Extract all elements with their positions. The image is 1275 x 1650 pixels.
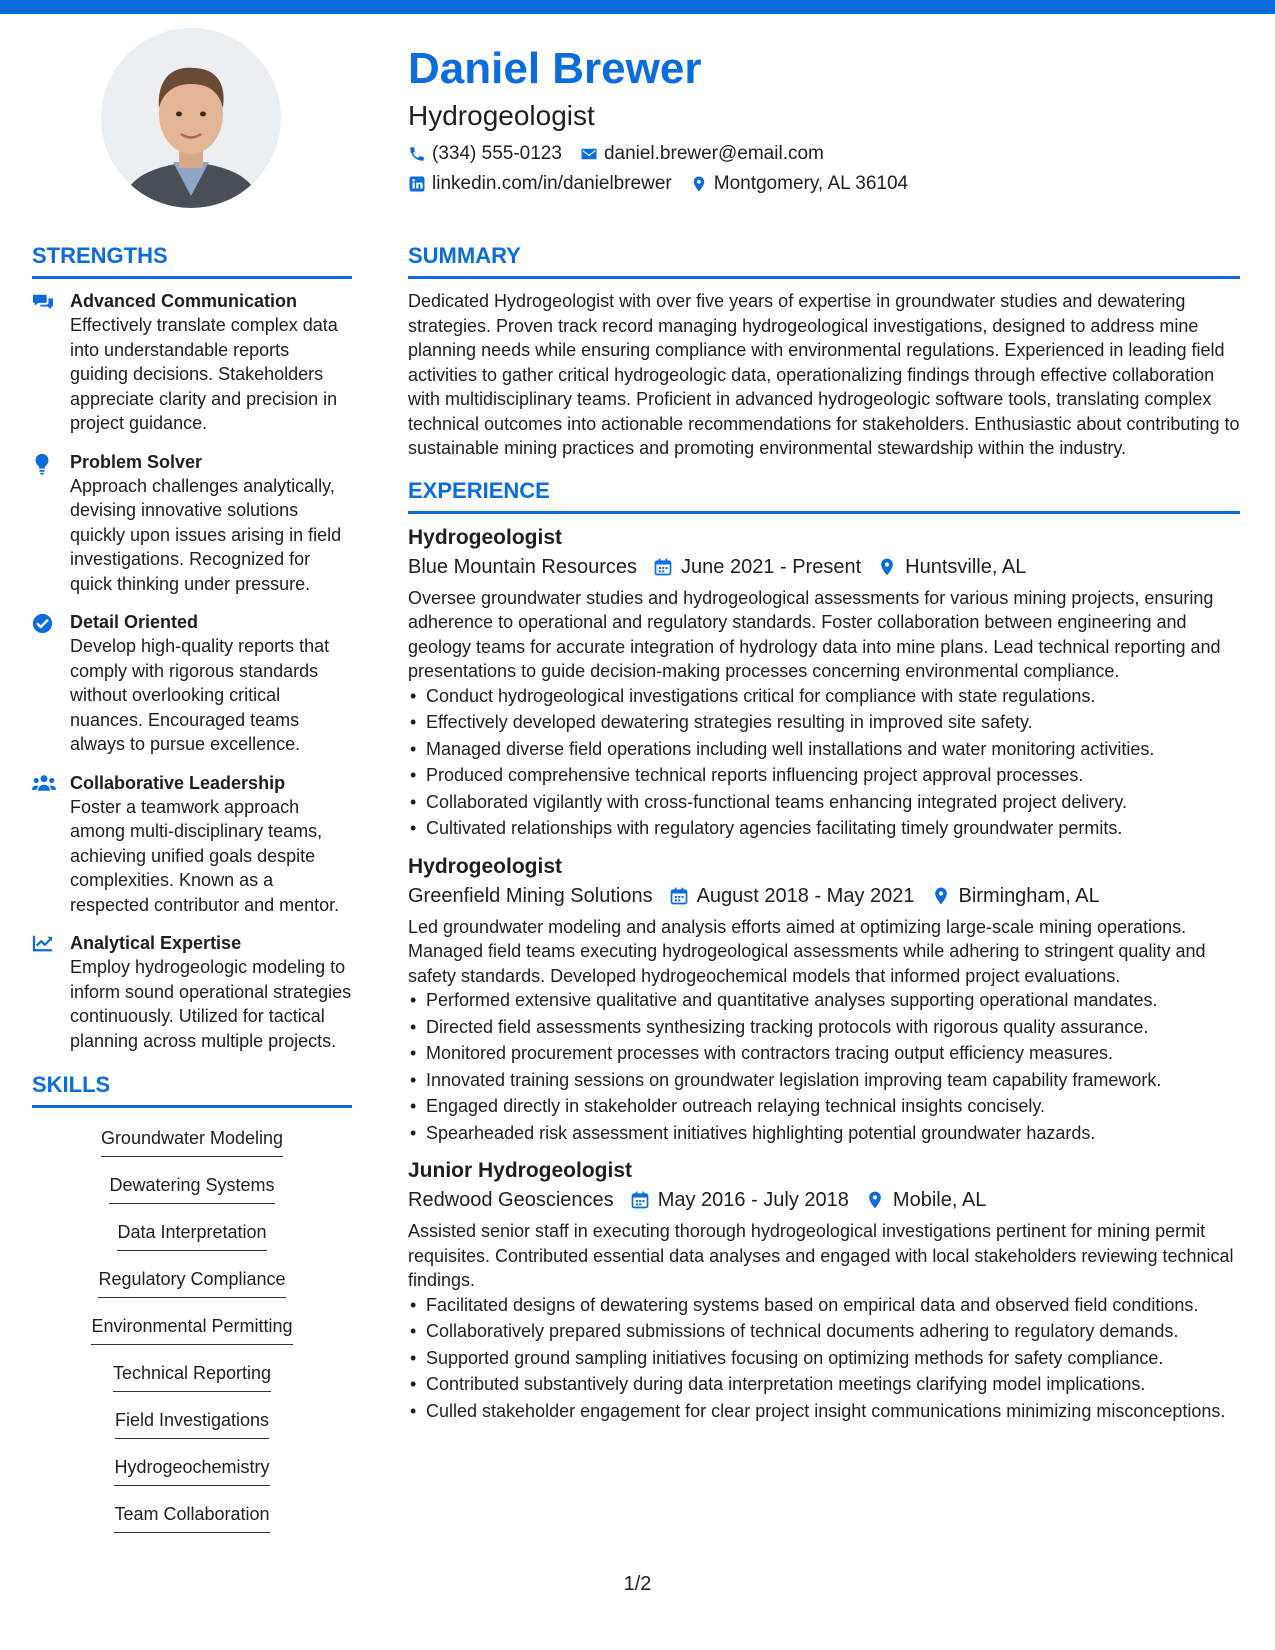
skill-item: Team Collaboration	[114, 1494, 269, 1533]
bullet-item: • Cultivated relationships with regulatory agencies facilitating timely groundwater permits.	[408, 816, 1240, 841]
strength-description: Develop high-quality reports that comply with rigorous standards without overlooking critical nuances. Encouraged teams always to pursue excellence.	[70, 636, 330, 754]
bullet-item: • Monitored procurement processes with contractors tracing output efficiency measures.	[408, 1041, 1240, 1066]
skills-list	[32, 1118, 352, 1539]
strength-title: Detail Oriented	[70, 612, 199, 632]
users-icon	[32, 774, 56, 792]
bullet-item: • Culled stakeholder engagement for clear project insight communications minimizing misconceptions.	[408, 1399, 1240, 1424]
strength-title: Problem Solver	[70, 451, 203, 472]
location-text: Montgomery, AL 36104	[713, 173, 909, 194]
strength-item	[32, 289, 352, 436]
job-description: Assisted senior staff in executing thorough hydrogeological investigations pertinent for mining permit requisites. Contributed essential data analyses and engaged with local stakeholders reviewing technical findings.	[408, 1221, 1234, 1290]
skills-heading: SKILLS	[32, 1071, 352, 1108]
calendar-icon	[669, 886, 689, 906]
job-description: Oversee groundwater studies and hydrogeological assessments for various mining projects, ensuring adherence to operational and regulatory standards. Foster collaboration between engineering and geology teams for accurate integration of hydrology data into mine plans. Lead technical reporting and presentations to guide decision-making processes concerning environmental compliance.	[408, 587, 1221, 681]
bullet-item: • Engaged directly in stakeholder outreach relaying technical insights concisely.	[408, 1094, 1240, 1119]
email-contact[interactable]	[580, 142, 824, 166]
bullet-item: • Facilitated designs of dewatering systems based on empirical data and observed field conditions.	[408, 1293, 1240, 1318]
bullet-item: • Contributed substantively during data interpretation meetings clarifying model implications.	[408, 1372, 1240, 1397]
strengths-heading: STRENGTHS	[32, 242, 352, 279]
skill-item: Field Investigations	[115, 1400, 269, 1439]
linkedin-text: linkedin.com/in/danielbrewer	[432, 173, 672, 194]
summary-heading: SUMMARY	[408, 242, 1240, 279]
envelope-icon	[580, 145, 598, 163]
job-dates: May 2016 - July 2018	[657, 1189, 849, 1211]
job-bullets	[408, 1293, 1240, 1424]
strength-item	[32, 610, 352, 757]
bullet-item: • Directed field assessments synthesizing tracking protocols with rigorous quality assurance.	[408, 1015, 1240, 1040]
strength-description: Effectively translate complex data into understandable reports guiding decisions. Stakeholders appreciate clarity and precision in project guidance.	[70, 315, 338, 433]
strength-title: Collaborative Leadership	[70, 772, 286, 793]
job-description: Led groundwater modeling and analysis efforts aimed at optimizing large-scale mining operations. Managed field teams executing hydrogeological assessments while adhering to stringent quality and safety standards. Developed hydrogeochemical models that informed project evaluations.	[408, 916, 1206, 986]
strength-description: Approach challenges analytically, devising innovative solutions quickly upon issues arising in field investigations. Recognized for quick thinking under pressure.	[70, 475, 342, 594]
linkedin-icon	[408, 175, 426, 193]
profile-photo-illustration	[101, 28, 281, 208]
strength-item	[32, 450, 352, 597]
job-entry	[408, 1157, 1240, 1423]
job-location: Birmingham, AL	[958, 884, 1100, 907]
experience-heading: EXPERIENCE	[408, 477, 1240, 514]
bullet-item: • Collaborated vigilantly with cross-functional teams enhancing integrated project delivery.	[408, 790, 1240, 815]
bullet-item: • Performed extensive qualitative and quantitative analyses supporting operational mandates.	[408, 988, 1240, 1013]
email-text: daniel.brewer@email.com	[603, 143, 824, 164]
skill-item: Hydrogeochemistry	[114, 1447, 269, 1486]
location-contact	[690, 172, 908, 196]
job-title: Junior Hydrogeologist	[408, 1159, 633, 1182]
job-location: Huntsville, AL	[905, 555, 1027, 578]
bullet-item: • Collaboratively prepared submissions of technical documents adhering to regulatory demands.	[408, 1319, 1240, 1344]
skill-item: Technical Reporting	[113, 1353, 271, 1392]
bullet-item: • Produced comprehensive technical reports influencing project approval processes.	[408, 763, 1240, 788]
job-dates: August 2018 - May 2021	[696, 884, 915, 907]
company-name: Greenfield Mining Solutions	[408, 884, 653, 907]
job-bullets	[408, 684, 1240, 841]
job-location: Mobile, AL	[892, 1189, 987, 1211]
job-entry	[408, 524, 1240, 841]
right-column	[408, 242, 1240, 1435]
strength-title: Advanced Communication	[70, 291, 298, 311]
strength-title: Analytical Expertise	[70, 933, 242, 953]
lightbulb-icon	[32, 453, 52, 475]
chat-bubbles-icon	[32, 292, 54, 312]
bullet-item: • Spearheaded risk assessment initiatives highlighting potential groundwater hazards.	[408, 1121, 1240, 1146]
phone-contact[interactable]	[408, 142, 562, 166]
strength-item	[32, 931, 352, 1053]
phone-icon	[408, 145, 426, 163]
profile-photo	[101, 28, 281, 208]
strength-item	[32, 771, 352, 918]
skill-item: Data Interpretation	[117, 1212, 266, 1251]
job-title: Hydrogeologist	[408, 525, 563, 549]
candidate-name: Daniel Brewer	[408, 44, 702, 93]
calendar-icon	[653, 557, 673, 577]
map-pin-icon	[931, 886, 951, 906]
company-name: Blue Mountain Resources	[408, 555, 638, 578]
skill-item: Dewatering Systems	[109, 1165, 274, 1204]
job-dates: June 2021 - Present	[681, 555, 862, 578]
company-name: Redwood Geosciences	[408, 1189, 614, 1211]
calendar-icon	[630, 1190, 650, 1210]
check-circle-icon	[32, 613, 53, 634]
bullet-item: • Innovated training sessions on groundwater legislation improving team capability framework.	[408, 1068, 1240, 1093]
candidate-title: Hydrogeologist	[408, 100, 595, 131]
bullet-item: • Effectively developed dewatering strategies resulting in improved site safety.	[408, 710, 1240, 735]
job-entry	[408, 853, 1240, 1146]
strength-description: Employ hydrogeologic modeling to inform sound operational strategies continuously. Utilized for tactical planning across multiple projects.	[70, 957, 352, 1051]
skill-item: Regulatory Compliance	[98, 1259, 285, 1298]
bullet-item: • Managed diverse field operations including well installations and water monitoring activities.	[408, 737, 1240, 762]
chart-line-icon	[32, 934, 54, 952]
map-pin-icon	[690, 175, 708, 193]
page-number: 1/2	[623, 1573, 652, 1595]
phone-text: (334) 555-0123	[432, 143, 562, 164]
bullet-item: • Conduct hydrogeological investigations critical for compliance with state regulations.	[408, 684, 1240, 709]
skill-item: Environmental Permitting	[91, 1306, 292, 1345]
linkedin-contact[interactable]	[408, 172, 672, 196]
map-pin-icon	[865, 1190, 885, 1210]
strength-description: Foster a teamwork approach among multi-disciplinary teams, achieving unified goals despite complexities. Known as a respected contributor and mentor.	[70, 796, 340, 915]
summary-text: Dedicated Hydrogeologist with over five years of expertise in groundwater studies and dewatering strategies. Proven track record managing hydrogeological investigations, designed to address mine planning needs while ensuring compliance with environmental regulations. Experienced in leading field activities to gather critical hydrogeologic data, operationalizing findings through effective collaboration with multidisciplinary teams. Proficient in advanced hydrogeologic software tools, translating complex technical outcomes into actionable recommendations for stakeholders. Enthusiastic about contributing to sustainable mining practices and promoting environmental stewardship within the industry.	[408, 291, 1240, 458]
skill-item: Groundwater Modeling	[101, 1118, 283, 1157]
top-accent-bar	[0, 0, 1275, 14]
resume-header	[408, 40, 1228, 196]
map-pin-icon	[877, 557, 897, 577]
bullet-item: • Supported ground sampling initiatives focusing on optimizing methods for safety compliance.	[408, 1346, 1240, 1371]
left-column	[32, 242, 352, 1541]
job-title: Hydrogeologist	[408, 854, 563, 878]
job-bullets	[408, 988, 1240, 1145]
